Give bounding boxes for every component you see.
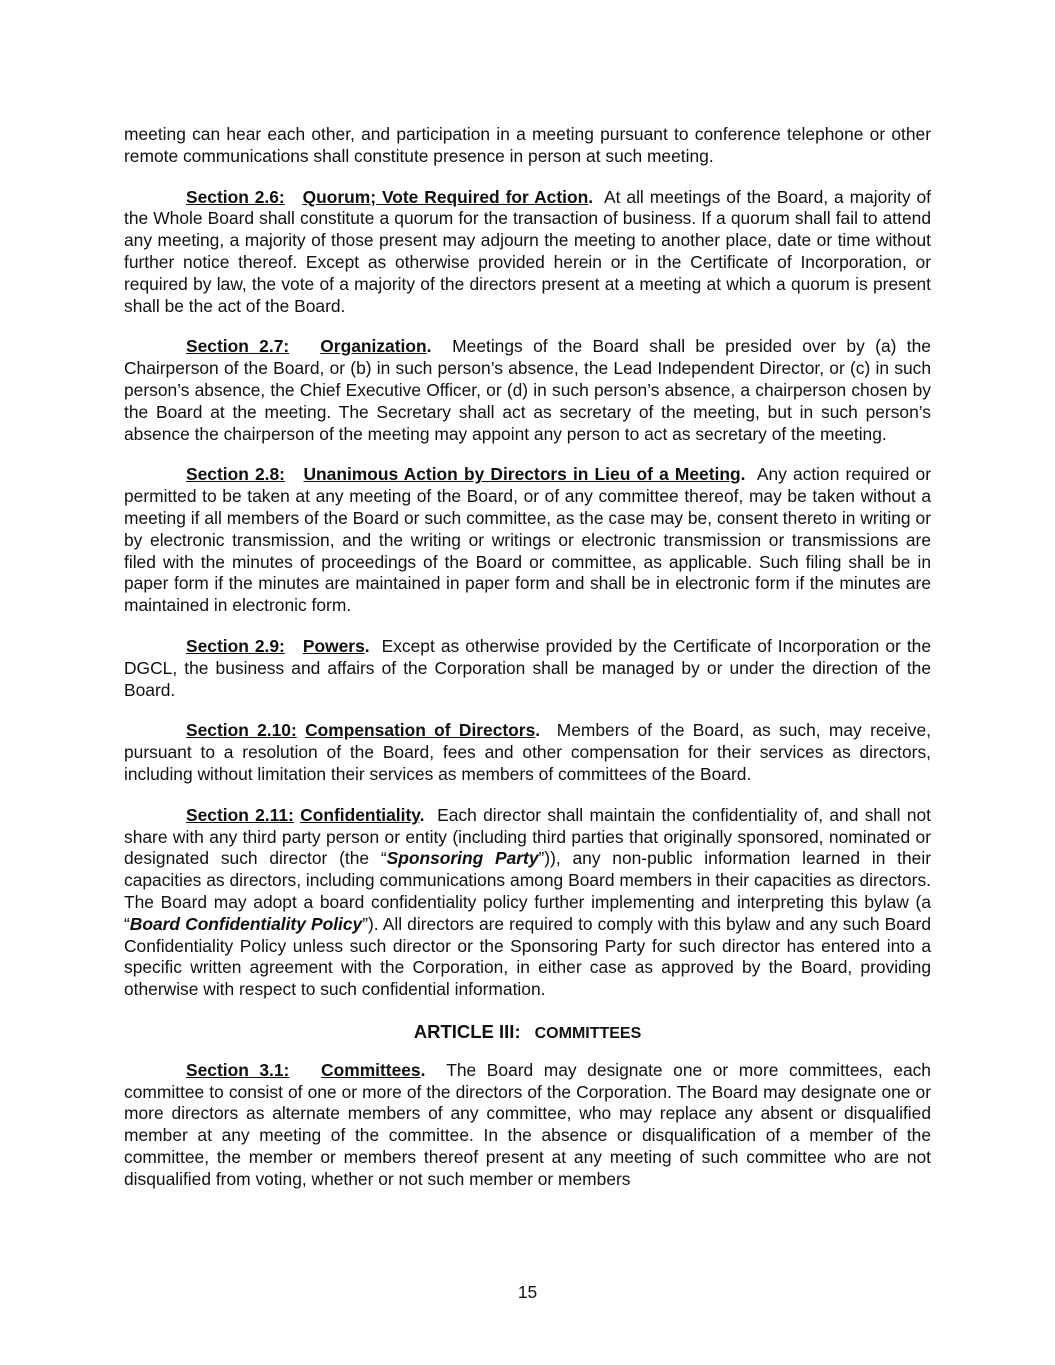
section-2-8: Section 2.8: Unanimous Action by Directors in Lieu of a Meeting. Any action required or permitted to be taken at any meeting of the Board, or of any committee thereof, may be taken without a meeting if all members of the Board or such committee, as the case may be, consent thereto in writing or by electronic transmission, and the writing or writings or electronic transmission or transmissions are filed with the minutes of proceedings of the Board or committee, as applicable. Such filing shall be in paper form if the minutes are maintained in paper form and shall be in electronic form if the minutes are maintained in electronic form.: [124, 464, 931, 616]
article-label: ARTICLE III:: [413, 1020, 521, 1042]
section-2-11-body-1: Each director shall maintain the confidentiality of, and shall not share with any third party person or entity (including third parties that originally sponsored, nominated or designated such director (the “: [124, 804, 931, 869]
section-3-1-body: The Board may designate one or more committees, each committee to consist of one or more of the directors of the Corporation. The Board may designate one or more directors as alternate members of any committee, who may replace any absent or disqualified member at any meeting of the committee. In the absence or disqualification of a member of the committee, the member or members thereof present at any meeting of such committee who are not disqualified from voting, whether or not such member or members: [124, 1059, 931, 1189]
intro-paragraph: meeting can hear each other, and participation in a meeting pursuant to conference telephone or other remote communications shall constitute presence in person at such meeting.: [124, 124, 931, 166]
section-2-10: Section 2.10: Compensation of Directors. Members of the Board, as such, may receive, pursuant to a resolution of the Board, fees and other compensation for their services as directors, including without limitation their services as members of committees of the Board.: [124, 720, 931, 784]
article-title: COMMITTEES: [534, 1024, 642, 1042]
section-2-9: Section 2.9: Powers. Except as otherwise provided by the Certificate of Incorporation or the DGCL, the business and affairs of the Corporation shall be managed by or under the direction of the Board.: [124, 635, 931, 700]
section-2-7-title: Organization: [320, 336, 427, 357]
section-2-6-title: Quorum; Vote Required for Action: [302, 186, 589, 207]
section-2-10-label: Section 2.10:: [186, 720, 297, 741]
section-2-6-body: At all meetings of the Board, a majority of the Whole Board shall constitute a quorum for the transaction of business. If a quorum shall fail to attend any meeting, a majority of those present may adjourn the meeting to another place, date or time without further notice thereof. Except as otherwise provided herein or in the Certificate of Incorporation, or required by law, the vote of a majority of the directors present at a meeting at which a quorum is present shall be the act of the Board.: [124, 186, 931, 316]
section-2-9-label: Section 2.9:: [186, 635, 285, 656]
article-heading: [124, 1020, 931, 1046]
section-2-6-label: Section 2.6:: [186, 186, 285, 207]
section-3-1: Section 3.1: Committees. The Board may designate one or more committees, each committee to consist of one or more of the directors of the Corporation. The Board may designate one or more directors as alternate members of any committee, who may replace any absent or disqualified member at any meeting of the committee. In the absence or disqualification of a member of the committee, the member or members thereof present at any meeting of such committee who are not disqualified from voting, whether or not such member or members: [124, 1059, 931, 1189]
defined-term-board-confidentiality-policy: Board Confidentiality Policy: [129, 913, 363, 934]
section-2-8-label: Section 2.8:: [186, 464, 285, 485]
section-2-10-body: Members of the Board, as such, may receive, pursuant to a resolution of the Board, fees and other compensation for their services as directors, including without limitation their services as members of committees of the Board.: [124, 720, 931, 784]
section-2-11-label: Section 2.11:: [186, 804, 294, 825]
section-2-11: Section 2.11: Confidentiality. Each director shall maintain the confidentiality of, and shall not share with any third party person or entity (including third parties that originally sponsored, nominated or designated such director (the “Sponsoring Party”)), any non-public information learned in their capacities as directors, including communications among Board members in their capacities as directors. The Board may adopt a board confidentiality policy further implementing and interpreting this bylaw (a “Board Confidentiality Policy”). All directors are required to comply with this bylaw and any such Board Confidentiality Policy unless such director or the Sponsoring Party for such director has entered into a specific written agreement with the Corporation, in either case as approved by the Board, providing otherwise with respect to such confidential information.: [124, 804, 931, 1000]
section-2-10-title: Compensation of Directors: [305, 720, 536, 741]
section-2-11-body-2: ”)), any non-public information learned in their capacities as directors, including communications among Board members in their capacities as directors. The Board may adopt a board confidentiality policy further implementing and interpreting this bylaw (a “: [124, 848, 931, 934]
section-2-9-body: Except as otherwise provided by the Certificate of Incorporation or the DGCL, the business and affairs of the Corporation shall be managed by or under the direction of the Board.: [124, 635, 931, 700]
section-2-11-title: Confidentiality: [300, 804, 420, 825]
section-2-8-title: Unanimous Action by Directors in Lieu of a Meeting: [303, 464, 741, 485]
document-page: [124, 124, 931, 1210]
section-2-8-body: Any action required or permitted to be taken at any meeting of the Board, or of any committee thereof, may be taken without a meeting if all members of the Board or such committee, as the case may be, consent thereto in writing or by electronic transmission, and the writing or writings or electronic transmission or transmissions are filed with the minutes of proceedings of the Board or committee, as applicable. Such filing shall be in paper form if the minutes are maintained in paper form and shall be in electronic form if the minutes are maintained in electronic form.: [124, 464, 931, 616]
section-2-9-title: Powers: [302, 635, 365, 656]
section-3-1-title: Committees: [321, 1059, 421, 1080]
section-2-7-body: Meetings of the Board shall be presided over by (a) the Chairperson of the Board, or (b) in such person’s absence, the Lead Independent Director, or (c) in such person’s absence, the Chief Executive Officer, or (d) in such person’s absence, a chairperson chosen by the Board at the meeting. The Secretary shall act as secretary of the meeting, but in such person’s absence the chairperson of the meeting may appoint any person to act as secretary of the meeting.: [124, 336, 931, 444]
section-2-7-label: Section 2.7:: [186, 336, 290, 357]
defined-term-sponsoring-party: Sponsoring Party: [386, 848, 539, 869]
section-2-6: Section 2.6: Quorum; Vote Required for Action. At all meetings of the Board, a majority of the Whole Board shall constitute a quorum for the transaction of business. If a quorum shall fail to attend any meeting, a majority of those present may adjourn the meeting to another place, date or time without further notice thereof. Except as otherwise provided herein or in the Certificate of Incorporation, or required by law, the vote of a majority of the directors present at a meeting at which a quorum is present shall be the act of the Board.: [124, 186, 931, 316]
section-2-7: Section 2.7: Organization. Meetings of the Board shall be presided over by (a) the Chairperson of the Board, or (b) in such person’s absence, the Lead Independent Director, or (c) in such person’s absence, the Chief Executive Officer, or (d) in such person’s absence, a chairperson chosen by the Board at the meeting. The Secretary shall act as secretary of the meeting, but in such person’s absence the chairperson of the meeting may appoint any person to act as secretary of the meeting.: [124, 336, 931, 444]
section-2-11-body-3: ”). All directors are required to comply with this bylaw and any such Board Confidentiality Policy unless such director or the Sponsoring Party for such director has entered into a specific written agreement with the Corporation, in either case as approved by the Board, providing otherwise with respect to such confidential information.: [124, 913, 931, 1000]
section-3-1-label: Section 3.1:: [186, 1059, 290, 1080]
page-number: 15: [517, 1282, 538, 1302]
